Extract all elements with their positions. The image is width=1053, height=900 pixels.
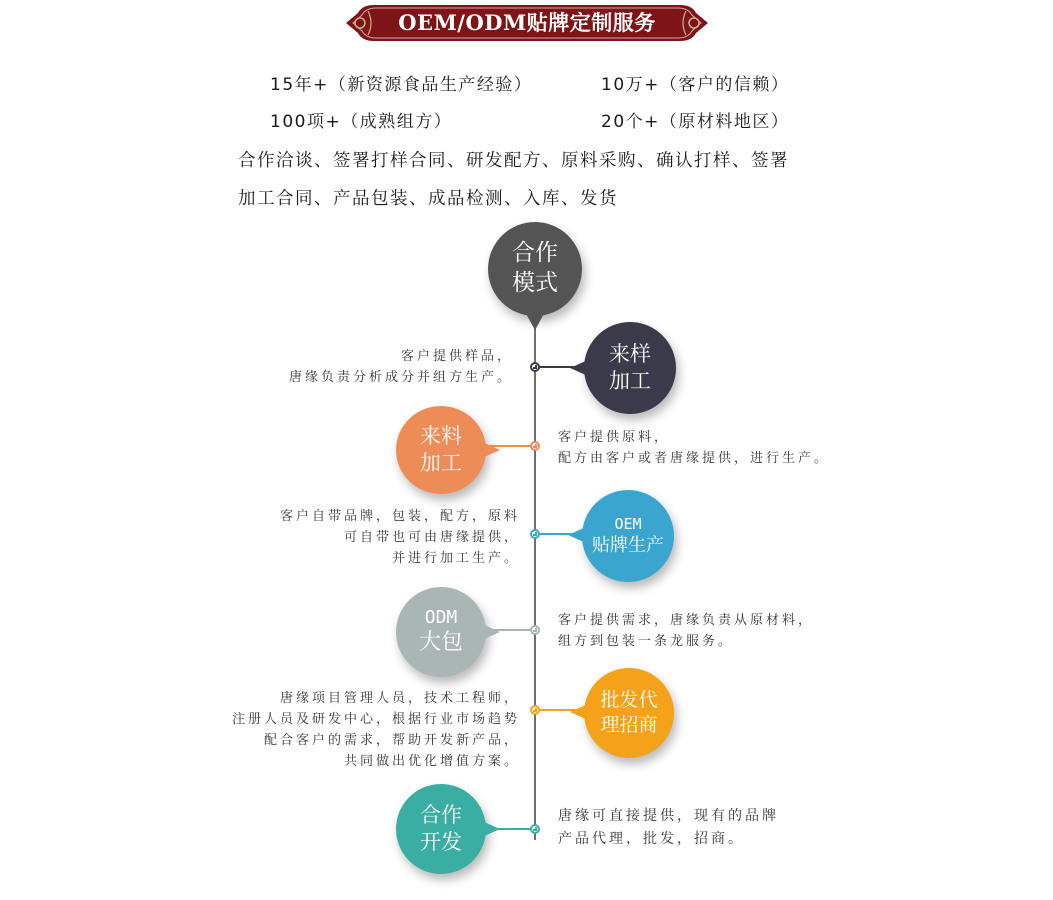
mode-bubble-line: ODM	[424, 607, 458, 628]
plus-icon	[530, 625, 540, 635]
stat-clients: 10万+（客户的信赖）	[601, 75, 790, 95]
mode-bubble-line: OEM	[614, 514, 642, 533]
mode-bubble-line: 加工	[420, 451, 462, 475]
mode-bubble-agency	[584, 668, 674, 758]
mode-desc-cooperation	[558, 805, 779, 851]
mode-bubble-line: 批发代	[600, 689, 658, 712]
desc-line: 组方到包装一条龙服务。	[558, 634, 735, 649]
mode-head-bubble	[488, 222, 582, 316]
mode-bubble-line: 来样	[609, 341, 651, 366]
desc-line: 共同做出优化增值方案。	[343, 754, 520, 769]
mode-bubble-cooperation	[396, 784, 486, 874]
process-steps	[238, 142, 818, 218]
desc-line: 注册人员及研发中心，根据行业市场趋势	[231, 712, 520, 727]
desc-line: 配方由客户或者唐缘提供，进行生产。	[558, 451, 831, 466]
plus-icon	[530, 441, 540, 451]
mode-bubble-line: 加工	[609, 369, 651, 393]
mode-bubble-oem	[582, 490, 674, 582]
title-banner	[346, 1, 708, 45]
mode-bubble-line: 贴牌生产	[592, 535, 664, 557]
mode-desc-odm	[558, 610, 814, 652]
mode-desc-sample	[289, 346, 513, 388]
desc-line: 客户提供需求，唐缘负责从原材料，	[558, 613, 815, 628]
process-line: 合作洽谈、签署打样合同、研发配方、原料采购、确认打样、签署	[238, 151, 789, 171]
stat-regions: 20个+（原材料地区）	[601, 112, 790, 132]
desc-line: 唐缘可直接提供，现有的品牌	[558, 808, 779, 824]
mode-bubble-line: 开发	[420, 830, 462, 854]
mode-head-line: 合作	[512, 240, 558, 267]
mode-bubble-line: 理招商	[600, 714, 658, 736]
mode-desc-material	[558, 427, 830, 469]
plus-icon	[530, 705, 540, 715]
desc-line: 配合客户的需求，帮助开发新产品，	[263, 733, 520, 748]
process-line: 加工合同、产品包装、成品检测、入库、发货	[238, 189, 618, 209]
desc-line: 唐缘负责分析成分并组方生产。	[288, 370, 513, 385]
desc-line: 可自带也可由唐缘提供，	[343, 530, 520, 545]
mode-bubble-line: 来料	[420, 423, 462, 448]
desc-line: 并进行加工生产。	[391, 551, 520, 566]
plus-icon	[530, 529, 540, 539]
plus-icon	[530, 824, 540, 834]
desc-line: 唐缘项目管理人员，技术工程师，	[279, 691, 520, 706]
timeline-axis	[534, 300, 536, 840]
desc-line: 客户自带品牌，包装，配方，原料	[279, 509, 520, 524]
banner-title: OEM/ODM贴牌定制服务	[398, 10, 656, 35]
mode-bubble-line: 合作	[420, 802, 462, 827]
desc-line: 客户提供原料，	[558, 430, 671, 445]
mode-desc-agency	[232, 688, 520, 772]
mode-head-line: 模式	[512, 270, 558, 296]
mode-bubble-line: 大包	[418, 630, 463, 656]
stat-experience: 15年+（新资源食品生产经验）	[270, 75, 533, 95]
desc-line: 客户提供样品，	[400, 349, 513, 364]
stat-formulas: 100项+（成熟组方）	[270, 112, 453, 132]
mode-desc-oem	[280, 506, 520, 569]
desc-line: 产品代理，批发，招商。	[558, 831, 745, 847]
plus-icon	[530, 362, 540, 372]
mode-bubble-sample	[584, 322, 676, 414]
mode-bubble-material	[396, 406, 486, 494]
mode-bubble-odm	[396, 587, 486, 677]
